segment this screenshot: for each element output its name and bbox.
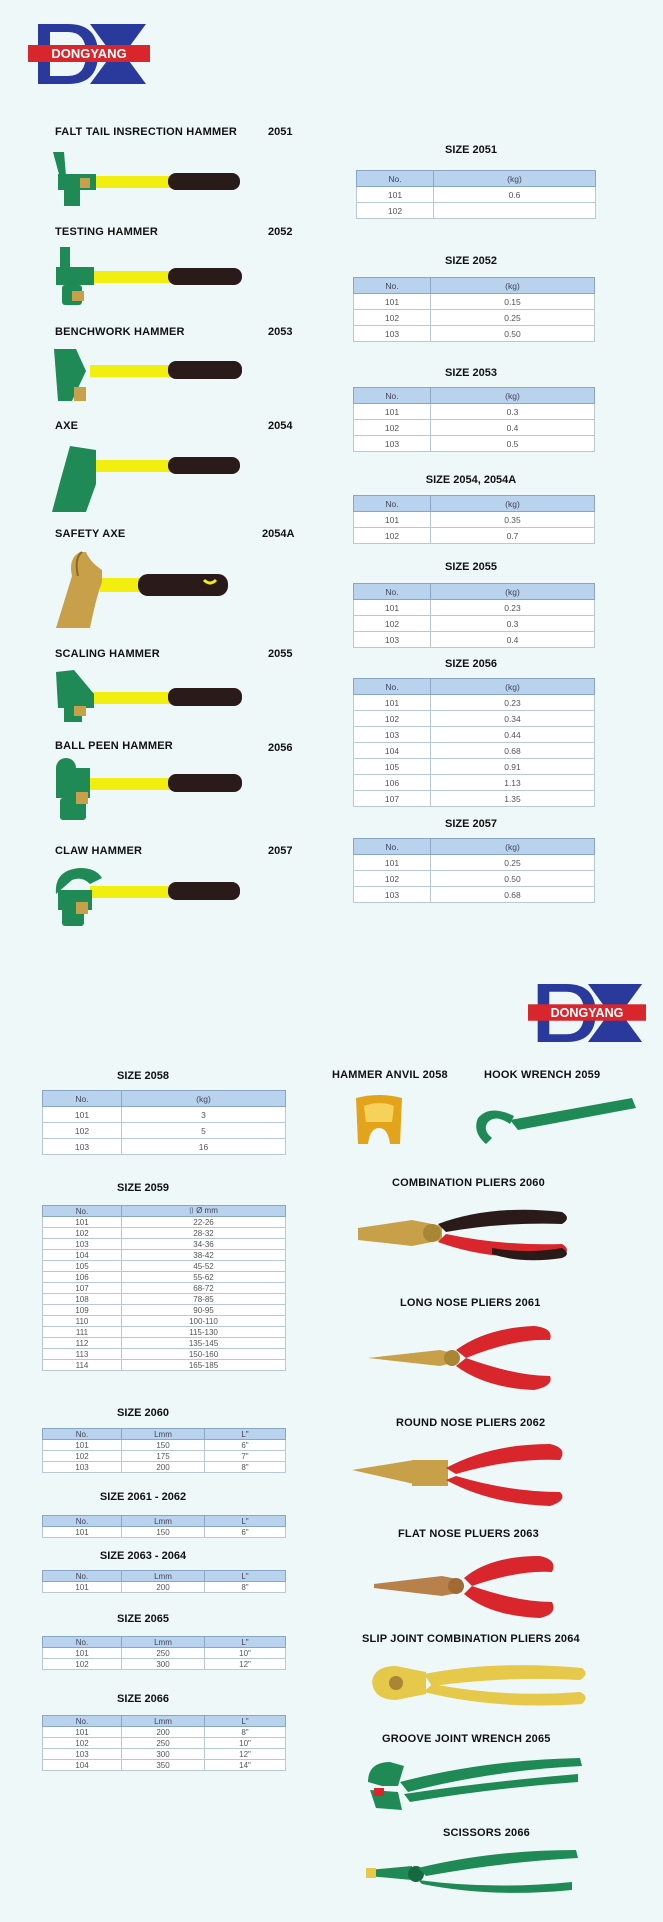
groove-joint-wrench-image bbox=[364, 1752, 588, 1820]
ball-peen-hammer-image bbox=[50, 758, 250, 824]
table-row: 101 200 8" bbox=[43, 1582, 286, 1593]
size-2065-table: No. Lmm L" 101 250 10" 102 300 12" bbox=[42, 1636, 286, 1670]
hammer-code-2054a: 2054A bbox=[262, 528, 295, 540]
table-row: 102 300 12" bbox=[43, 1659, 286, 1670]
size-2054-table: No. (kg) 101 0.35 102 0.7 bbox=[353, 495, 595, 544]
table-row: 103 0.44 bbox=[354, 727, 595, 743]
dongyang-logo bbox=[528, 978, 646, 1048]
size-2066-title: SIZE 2066 bbox=[117, 1693, 169, 1705]
dongyang-logo bbox=[28, 18, 150, 90]
size-2051-title: SIZE 2051 bbox=[445, 144, 497, 156]
flat-nose-pliers-image bbox=[372, 1550, 568, 1624]
table-row: 103 0.5 bbox=[354, 436, 595, 452]
tool-title-groove-joint-wrench: GROOVE JOINT WRENCH 2065 bbox=[382, 1733, 551, 1745]
long-nose-pliers-image bbox=[366, 1320, 566, 1394]
table-row: 102 0.25 bbox=[354, 310, 595, 326]
size-2066-table: No. Lmm L" 101 200 8" 102 250 10" 103 300 12" 104 350 14" bbox=[42, 1715, 286, 1771]
benchwork-hammer-image bbox=[50, 347, 250, 407]
table-row: 101 250 10" bbox=[43, 1648, 286, 1659]
table-row: 106 55-62 bbox=[43, 1272, 286, 1283]
col-kg: (kg) bbox=[434, 171, 596, 187]
table-row: 101 150 6" bbox=[43, 1527, 286, 1538]
svg-text:DONGYANG: DONGYANG bbox=[51, 46, 127, 61]
size-2051-table bbox=[356, 170, 596, 219]
table-row: 105 45-52 bbox=[43, 1261, 286, 1272]
table-row: 104 38-42 bbox=[43, 1250, 286, 1261]
size-2061-2062-table: No. Lmm L" 101 150 6" bbox=[42, 1515, 286, 1538]
size-2056-title: SIZE 2056 bbox=[445, 658, 497, 670]
tool-title-long-nose-pliers: LONG NOSE PLIERS 2061 bbox=[400, 1297, 541, 1309]
size-2058-title: SIZE 2058 bbox=[117, 1070, 169, 1082]
hammer-title-2054a: SAFETY AXE bbox=[55, 528, 126, 540]
size-2052-table: No. (kg) 101 0.15 102 0.25 103 0.50 bbox=[353, 277, 595, 342]
hammer-code-2053: 2053 bbox=[268, 326, 293, 338]
tool-title-combination-pliers: COMBINATION PLIERS 2060 bbox=[392, 1177, 545, 1189]
hammer-code-2056: 2056 bbox=[268, 742, 293, 754]
size-2057-title: SIZE 2057 bbox=[445, 818, 497, 830]
size-2057-table: No. (kg) 101 0.25 102 0.50 103 0.68 bbox=[353, 838, 595, 903]
testing-hammer-image bbox=[50, 245, 250, 311]
table-row: 102 0.50 bbox=[354, 871, 595, 887]
size-2059-table: No. ⌷ Ø mm 101 22-26 102 28-32 103 34-36 104 38-42 105 45-52 106 55-62 107 68-72 108 78-85 109 90-95 110 100-110 111 115-130 112 135-145 113 150-160 114 165-185 bbox=[42, 1205, 286, 1371]
hammer-code-2051: 2051 bbox=[268, 126, 293, 138]
size-2059-title: SIZE 2059 bbox=[117, 1182, 169, 1194]
size-2061-2062-title: SIZE 2061 - 2062 bbox=[99, 1491, 187, 1503]
table-row: 101 0.35 bbox=[354, 512, 595, 528]
tool-title-flat-nose-pliers: FLAT NOSE PLUERS 2063 bbox=[398, 1528, 539, 1540]
hammer-title-2052: TESTING HAMMER bbox=[55, 226, 159, 238]
size-2055-table: No. (kg) 101 0.23 102 0.3 103 0.4 bbox=[353, 583, 595, 648]
table-row: 114 165-185 bbox=[43, 1360, 286, 1371]
size-2058-table: No. (kg) 101 3 102 5 103 16 bbox=[42, 1090, 286, 1155]
hammer-code-2055: 2055 bbox=[268, 648, 293, 660]
table-row: 108 78-85 bbox=[43, 1294, 286, 1305]
tool-title-hook-wrench: HOOK WRENCH 2059 bbox=[484, 1069, 601, 1081]
table-row: 103 16 bbox=[43, 1139, 286, 1155]
table-row: 101 0.23 bbox=[354, 600, 595, 616]
col-no: No. bbox=[357, 171, 434, 187]
hammer-title-2054: AXE bbox=[55, 420, 79, 432]
size-2055-title: SIZE 2055 bbox=[445, 561, 497, 573]
size-2063-2064-title: SIZE 2063 - 2064 bbox=[99, 1550, 187, 1562]
svg-text:DONGYANG: DONGYANG bbox=[550, 1005, 624, 1020]
hook-wrench-image bbox=[470, 1092, 642, 1150]
scaling-hammer-image bbox=[50, 668, 250, 726]
hammer-title-2056: BALL PEEN HAMMER bbox=[55, 740, 173, 752]
tool-title-hammer-anvil: HAMMER ANVIL 2058 bbox=[332, 1069, 448, 1081]
falt-tail-hammer-image bbox=[50, 148, 250, 212]
hammer-title-2057: CLAW HAMMER bbox=[55, 845, 143, 857]
table-row: 102 0.3 bbox=[354, 616, 595, 632]
hammer-code-2054: 2054 bbox=[268, 420, 293, 432]
size-2053-table: No. (kg) 101 0.3 102 0.4 103 0.5 bbox=[353, 387, 595, 452]
table-row: 103 0.68 bbox=[354, 887, 595, 903]
size-2052-title: SIZE 2052 bbox=[445, 255, 497, 267]
table-row: 101 0.15 bbox=[354, 294, 595, 310]
table-row: 101 0.23 bbox=[354, 695, 595, 711]
table-row: 109 90-95 bbox=[43, 1305, 286, 1316]
size-2060-table: No. Lmm L" 101 150 6" 102 175 7" 103 200 8" bbox=[42, 1428, 286, 1473]
table-row: 103 200 8" bbox=[43, 1462, 286, 1473]
table-row: 101 22-26 bbox=[43, 1217, 286, 1228]
size-2065-title: SIZE 2065 bbox=[117, 1613, 169, 1625]
table-row: 103 0.50 bbox=[354, 326, 595, 342]
table-row: 111 115-130 bbox=[43, 1327, 286, 1338]
hammer-title-2053: BENCHWORK HAMMER bbox=[55, 326, 185, 338]
table-row: 110 100-110 bbox=[43, 1316, 286, 1327]
table-row: 107 1.35 bbox=[354, 791, 595, 807]
safety-axe-image bbox=[50, 548, 240, 632]
hammer-anvil-image bbox=[352, 1092, 406, 1150]
hammer-title-2051: FALT TAIL INSRECTION HAMMER bbox=[55, 126, 238, 138]
table-row: 104 0.68 bbox=[354, 743, 595, 759]
table-row: 105 0.91 bbox=[354, 759, 595, 775]
table-row: 102 5 bbox=[43, 1123, 286, 1139]
size-2053-title: SIZE 2053 bbox=[445, 367, 497, 379]
table-row: 101 3 bbox=[43, 1107, 286, 1123]
table-row: 113 150-160 bbox=[43, 1349, 286, 1360]
table-row: 102 0.4 bbox=[354, 420, 595, 436]
table-row: 102 0.34 bbox=[354, 711, 595, 727]
table-row: 104 350 14" bbox=[43, 1760, 286, 1771]
table-row: 101 200 8" bbox=[43, 1727, 286, 1738]
slip-joint-pliers-image bbox=[366, 1654, 594, 1718]
table-row: 112 135-145 bbox=[43, 1338, 286, 1349]
table-row: 103 0.4 bbox=[354, 632, 595, 648]
axe-image bbox=[50, 442, 250, 518]
table-row: 101 0.6 bbox=[357, 187, 596, 203]
size-2056-table: No. (kg) 101 0.23 102 0.34 103 0.44 104 0.68 105 0.91 106 1.13 107 1.35 bbox=[353, 678, 595, 807]
table-row: 101 150 6" bbox=[43, 1440, 286, 1451]
table-row: 102 28-32 bbox=[43, 1228, 286, 1239]
table-row: 102 175 7" bbox=[43, 1451, 286, 1462]
hammer-title-2055: SCALING HAMMER bbox=[55, 648, 160, 660]
size-2060-title: SIZE 2060 bbox=[117, 1407, 169, 1419]
table-row: 103 300 12" bbox=[43, 1749, 286, 1760]
table-row: 107 68-72 bbox=[43, 1283, 286, 1294]
size-2054-title: SIZE 2054, 2054A bbox=[425, 474, 517, 486]
table-row: 101 0.25 bbox=[354, 855, 595, 871]
combination-pliers-image bbox=[352, 1198, 574, 1272]
table-row: 103 34-36 bbox=[43, 1239, 286, 1250]
tool-title-slip-joint-pliers: SLIP JOINT COMBINATION PLIERS 2064 bbox=[362, 1633, 580, 1645]
tool-title-round-nose-pliers: ROUND NOSE PLIERS 2062 bbox=[396, 1417, 546, 1429]
table-row: 106 1.13 bbox=[354, 775, 595, 791]
table-row: 102 0.7 bbox=[354, 528, 595, 544]
tool-title-scissors: SCISSORS 2066 bbox=[443, 1827, 530, 1839]
size-2063-2064-table: No. Lmm L" 101 200 8" bbox=[42, 1570, 286, 1593]
table-row: 101 0.3 bbox=[354, 404, 595, 420]
hammer-code-2052: 2052 bbox=[268, 226, 293, 238]
claw-hammer-image bbox=[50, 864, 250, 930]
table-row: 102 250 10" bbox=[43, 1738, 286, 1749]
table-row: 102 bbox=[357, 203, 596, 219]
hammer-code-2057: 2057 bbox=[268, 845, 293, 857]
round-nose-pliers-image bbox=[350, 1440, 572, 1510]
scissors-image bbox=[362, 1844, 582, 1902]
